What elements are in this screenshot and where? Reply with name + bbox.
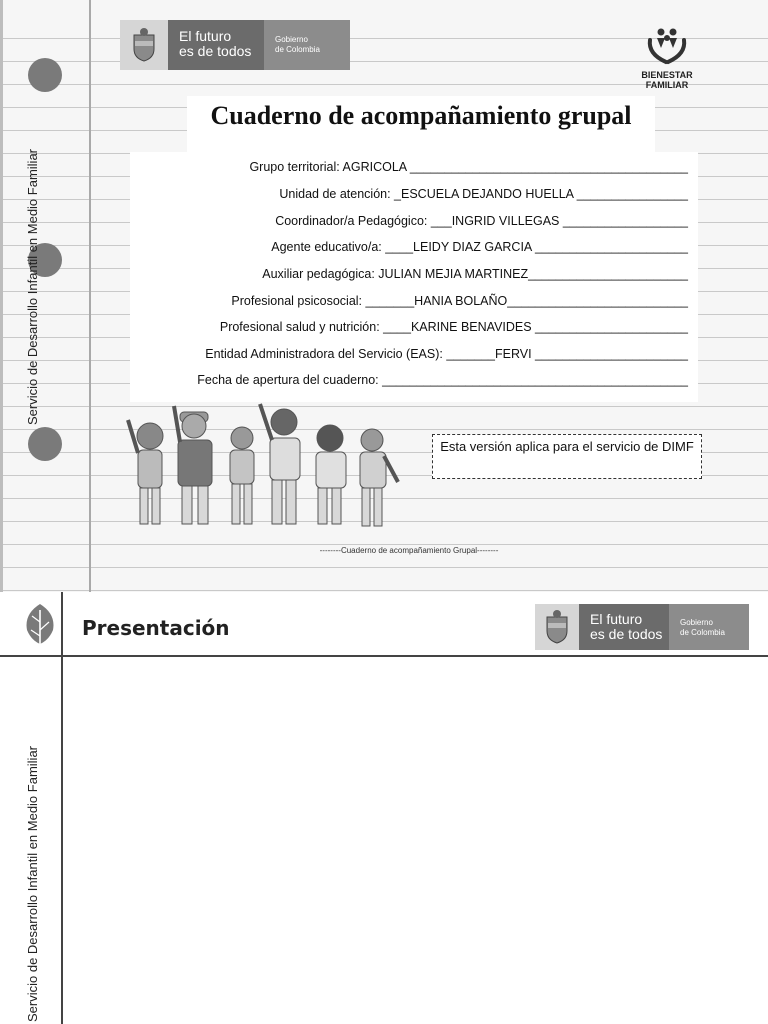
- form-row-agente-educativo: Agente educativo/a: ____LEIDY DIAZ GARCIA ______________________: [271, 240, 688, 254]
- presentation-page: [0, 592, 768, 1024]
- cover-title-box: [187, 96, 655, 158]
- form-row-fecha-apertura: Fecha de apertura del cuaderno: ____________________________________________: [197, 373, 688, 387]
- form-row-salud-nutricion: Profesional salud y nutrición: ____KARINE BENAVIDES ______________________: [219, 320, 688, 334]
- form-row-psicosocial: Profesional psicosocial: _______HANIA BOLAÑO__________________________: [231, 294, 688, 308]
- vertical-service-label: Servicio de Desarrollo Infantil en Medio Familiar: [25, 745, 40, 1022]
- section-title: Presentación: [82, 616, 230, 640]
- colombia-shield-icon: [535, 604, 579, 650]
- page-edge: [0, 0, 3, 592]
- leaf-icon: [23, 602, 57, 646]
- bienestar-familiar-logo: BIENESTAR FAMILIAR: [636, 24, 698, 90]
- binder-hole: [28, 58, 62, 92]
- gobierno-text: Gobierno de Colombia: [669, 604, 749, 650]
- form-row-coordinador: Coordinador/a Pedagógico: ___INGRID VILLEGAS __________________: [275, 214, 688, 228]
- vertical-service-label: Servicio de Desarrollo Infantil en Medio Familiar: [25, 148, 40, 425]
- form-row-eas: Entidad Administradora del Servicio (EAS): _______FERVI ______________________: [205, 347, 688, 361]
- form-row-auxiliar: Auxiliar pedagógica: JULIAN MEJIA MARTINEZ_______________________: [262, 267, 688, 281]
- gobierno-logo: [120, 20, 350, 70]
- gobierno-text: Gobierno de Colombia: [264, 20, 350, 70]
- info-form: [130, 152, 698, 402]
- margin-line: [89, 0, 91, 592]
- version-note-box: Esta versión aplica para el servicio de DIMF: [432, 434, 702, 479]
- children-illustration: [118, 398, 408, 532]
- gobierno-logo: [535, 604, 749, 650]
- futuro-text: El futuro es de todos: [168, 20, 264, 70]
- binder-hole: [28, 427, 62, 461]
- family-hands-icon: [644, 24, 690, 66]
- page-title: Cuaderno de acompañamiento grupal: [210, 101, 632, 130]
- footer-note: --------Cuaderno de acompañamiento Grupal--------: [319, 546, 499, 555]
- futuro-text: El futuro es de todos: [579, 604, 669, 650]
- form-row-grupo-territorial: Grupo territorial: AGRICOLA ________________________________________: [249, 160, 688, 174]
- header-divider: [0, 655, 768, 657]
- colombia-shield-icon: [120, 20, 168, 70]
- form-row-unidad-atencion: Unidad de atención: _ESCUELA DEJANDO HUELLA ________________: [279, 187, 688, 201]
